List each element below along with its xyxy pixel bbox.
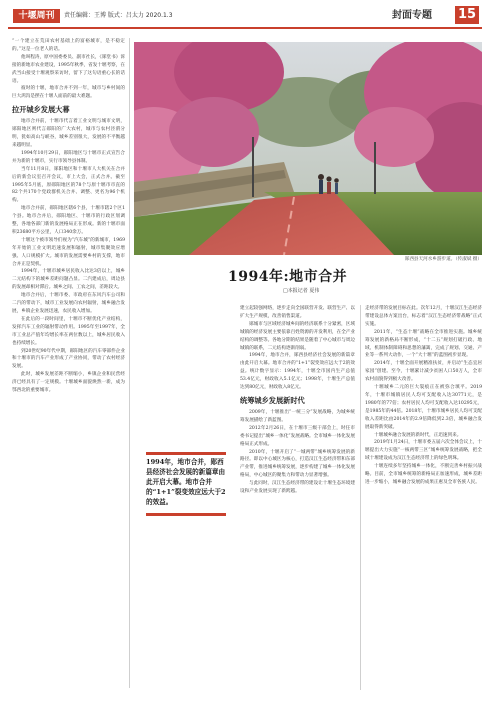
paragraph: 地市合并前，郧阳地区辖6个县，十堰市辖2个区1个县。地市合并后，郧阳地区、十堰市的行政区划调整，各地各部门新的发展格局正在形成。新的十堰市面积23680平方公里，人口340余万。 [12, 206, 125, 235]
paragraph: 在此后的一段时间里，十堰市不断优化产业结构，发挥汽车工业的辐射带动作用。1995年至1997年，全市工业总产值年均增长率在两位数以上，城乡居民收入也持续增长。 [12, 316, 125, 346]
article-photo [134, 42, 482, 255]
paragraph: 十堰连续多年坚持城乡一体化，不断完善乡村振兴战略。目前，全市城乡统筹的新格局正加速形成，城乡差距进一步缩小，城乡融合发展的成果正惠及全市各族人民。 [365, 464, 482, 485]
paragraph: 地市合并后，十堰市委、市政府在东风汽车公司和二汽的带动下，城市工业发展向农村辐射，城乡融合发展，乡镇企业发展迅速，农民收入增加。 [12, 293, 125, 314]
publication-brand: 十堰周刊 [13, 9, 60, 23]
middle-column [240, 305, 355, 690]
paragraph: 当年11月8日，郧阳地区和十堰市人大机关在合并后的新会议室召开会议，市上大会，正式合并。截至1995年5月底，原郧阳地区的78个与原十堰市市直的82个共170个党政群机关合并、调整、更名为96个机构。 [12, 166, 125, 204]
article-byline: □本报记者 夏伟 [283, 288, 320, 294]
pullquote-rule-bottom [146, 513, 226, 516]
paragraph: 郧城市与区域经济城乡间的经济联系十分紧密，区域城镇的经济发展主要依靠百姓资源的开发利用，在全产业结构的调整等。各地分期的结果是随着了中心城市与周边城镇的联系，二元结构逐渐削弱。 [240, 321, 355, 351]
editor-meta: 责任编辑：王博 版式：吕太力 2020.1.3 [64, 12, 173, 19]
paragraph: 十堰这个被市领导们视为“汽车城”的新城市，1969年开始的工业文明迅速发展和辐射，城市集聚效应增强、人口规模扩大。城市的发展需要乡村的支撑，地市合并正是契机。 [12, 237, 125, 267]
header-divider [8, 27, 482, 29]
left-column [12, 38, 125, 688]
section-title: 封面专题 [392, 10, 432, 21]
paragraph: 此时，城乡发展差距不断缩小，乡镇企业和民营经济已经具有了一定规模。十堰城乡面貌焕然一新，成为鄂西北的重要城市。 [12, 372, 125, 394]
paragraph: “一个建立在荒田农村基础上的富裕城市，是不稳定的。”这是一位老人的话。 [12, 39, 125, 52]
paragraph: 地市合并前，十堰市代言着工业文明与城市文明，郧阳地区则代言郧阳的广大农村，城市与农村泾渭分明，犹如高山与峡谷，城乡差别很大，发展的不平衡越来越明显。 [12, 119, 125, 148]
paragraph: 到20世纪90年代中期，郧阳地区的汽车零部件企业和十堰市的汽车产业形成了产业协同，带动了农村经济发展。 [12, 348, 125, 370]
paragraph: 2012年2月26日，在十堰市三级干部会上，时任市委书记提出“城乡一体化”发展战略。全市城乡一体化发展格局正式形成。 [240, 425, 355, 447]
paragraph: 十堰城乡二元的巨大裂痕正在被弥合填平。2019年，十堰市城镇居民人均可支配收入达30771元，是1980年的77倍；农村居民人均可支配收入达10295元，是1985年的44倍。2018年，十堰市城乡居民人均可支配收入差距比由2014年的2.9倍降低到2.3倍，城乡融合发展取得新突破。 [365, 385, 482, 430]
paragraph: 1994年10月29日，郧阳地区与十堰市正式宣告合并为新的十堰市，实行市领导县体制。 [12, 150, 125, 164]
paragraph: 他叫程涛，原中国委委员、副市社长，《郧堂书》诉接的新地市农业建设，1995年秋季，省发十堰考察，在武当山接受十堰观察采访时，留下了这句语重心长的话语。 [12, 54, 125, 84]
right-column [365, 305, 482, 690]
section-heading: 拉开城乡发展大幕 [12, 105, 70, 115]
pullquote-rule-top [146, 452, 226, 455]
paragraph: 十堰城乡融合发展的新时代，正迅速到来。 [374, 432, 462, 438]
column-divider [129, 38, 130, 688]
paragraph: 1994年，十堰市城乡居民收入比达3倍以上，城乡二元结构下的城乡差距问题凸显。二汽建成后，周边县的发展却相对滞后。城乡之间、工农之间，差距较大。 [12, 269, 125, 291]
paragraph: 2010年，十堰开启了“一城两带”城乡统筹发展的新路径。即以中心城区为核心，打造汉江生态经济带和东部产业带，推进城乡统筹发展，逐步构建了城乡一体化发展格局，中心城区的聚集力和带动力显著增强。 [240, 449, 355, 479]
article-headline: 1994年:地市合并 [228, 269, 348, 285]
page-number-badge: 15 [455, 6, 479, 24]
photo-caption: 郧西县天河水乡游步道。（传淑斌 摄） [404, 257, 482, 262]
photo-illustration [134, 42, 482, 255]
paragraph: 2014年，十堰全面开展精准扶贫，并启动“生态宜居家园”创建。至今，十堰累计减少贫困人口50万人，全市农村面貌得到极大改善。 [365, 361, 482, 383]
paragraph: 与此同时，汉江生态经济带的建设让十堰生态环境建设和产业发展实现了新跨越。 [240, 481, 355, 495]
paragraph: 走经济带的发展目标在此。次年12月，十堰汉江生态经济带建设总体方案出台，标志着“汉江生态经济带战略”正式实施。 [365, 306, 482, 327]
pull-quote: 1994年，地市合并，郧西县经济社会发展的新篇章由此开启大幕。地市合并的“1+1”裂变效应远大于2的效益。 [146, 458, 226, 506]
paragraph: 1994年，地市合并，郧西县经济社会发展的新篇章由此开启大幕。地市合并的“1+1”裂变效应远大于2的效益。统计数字显示：1994年，十堰全市国内生产总值53.4亿元，财政收入5.1亿元；1998年，十堰生产总值达到80亿元，财政收入8亿元。 [240, 353, 355, 391]
paragraph: 建立起较强网络，逐步走向全国联营开发、联营生产、以扩大生产规模，改善销售渠道。 [240, 306, 355, 319]
column-divider [360, 305, 361, 690]
paragraph: 2019年1月24日，十堰市委五届六次全体会议上，十堰提出大力实施“一核两带三区”城乡统筹发展战略，把全域十堰建设成为汉江生态经济带上的绿色明珠。 [365, 440, 482, 462]
section-heading: 统筹城乡发展新时代 [240, 395, 305, 405]
paragraph: 2009年，十堰推出“一统三分”发展战略，为城乡统筹发展描绘了新蓝图。 [240, 409, 355, 423]
paragraph: 2011年，“生态十堰”战略在全市推进实施。城乡统筹发展的新格局不断形成，“十二五”规划打破行政、地域、机制体制障碍和思想的藩篱，完成了规划、交通、产业等一系列大动作，一个“大十堰”的蓝图初步显现。 [365, 329, 482, 359]
paragraph: 彼时的十堰，地市合并不到一年，城市与乡村间的巨大鸿沟是摆在十堰人面前的最大难题。 [12, 86, 125, 100]
